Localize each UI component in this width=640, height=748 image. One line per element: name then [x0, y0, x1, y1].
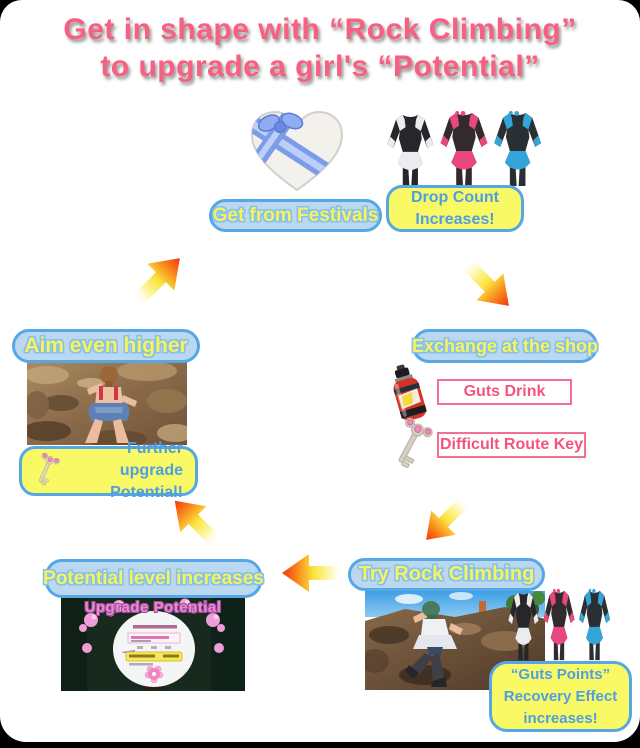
- note-drop-count: [386, 185, 524, 232]
- label-try-rock-climbing-text: Try Rock Climbing: [358, 563, 535, 585]
- item-guts-drink-text: Guts Drink: [463, 383, 546, 400]
- note-further-upgrade-line2: Potential!: [110, 484, 183, 501]
- note-guts-points-line2: Recovery Effect: [503, 687, 618, 705]
- title-line-2: to upgrade a girl's “Potential”: [100, 50, 540, 83]
- note-drop-count-line2: Increases!: [415, 210, 495, 228]
- label-aim-even-higher: [12, 329, 200, 363]
- item-guts-drink: [437, 379, 572, 405]
- swimsuit-trio-icon: [384, 110, 544, 188]
- note-guts-points: [489, 661, 632, 732]
- page-title: [0, 11, 640, 85]
- screenshot-title: Upgrade Potential: [84, 599, 222, 616]
- heart-gift-icon: [246, 108, 348, 194]
- rock-climbing-photo-aim: [27, 361, 187, 445]
- upgrade-potential-screenshot: [61, 596, 245, 691]
- swimsuit-trio-icon-small: [506, 588, 612, 662]
- item-difficult-route-key: [437, 432, 586, 458]
- note-guts-points-line1: “Guts Points”: [510, 665, 611, 683]
- label-exchange-at-shop-text: Exchange at the shop: [411, 335, 599, 356]
- label-try-rock-climbing: [348, 558, 545, 591]
- label-potential-level-increases: [45, 559, 262, 598]
- label-potential-level-increases-text: Potential level increases: [43, 567, 264, 589]
- label-get-from-festivals-text: Get from Festivals: [212, 204, 379, 226]
- item-difficult-route-key-text: Difficult Route Key: [439, 436, 584, 453]
- arrow-left-icon: [280, 551, 346, 595]
- title-line-1: Get in shape with “Rock Climbing”: [63, 13, 577, 46]
- label-aim-even-higher-text: Aim even higher: [24, 334, 188, 357]
- note-further-upgrade-text: [60, 438, 195, 504]
- note-further-upgrade-line1: Further upgrade: [119, 440, 183, 479]
- note-guts-points-line3: increases!: [523, 709, 598, 727]
- label-get-from-festivals: [209, 199, 382, 232]
- label-exchange-at-shop: [412, 329, 598, 363]
- note-drop-count-line1: Drop Count: [411, 188, 499, 206]
- note-further-upgrade: [19, 440, 198, 501]
